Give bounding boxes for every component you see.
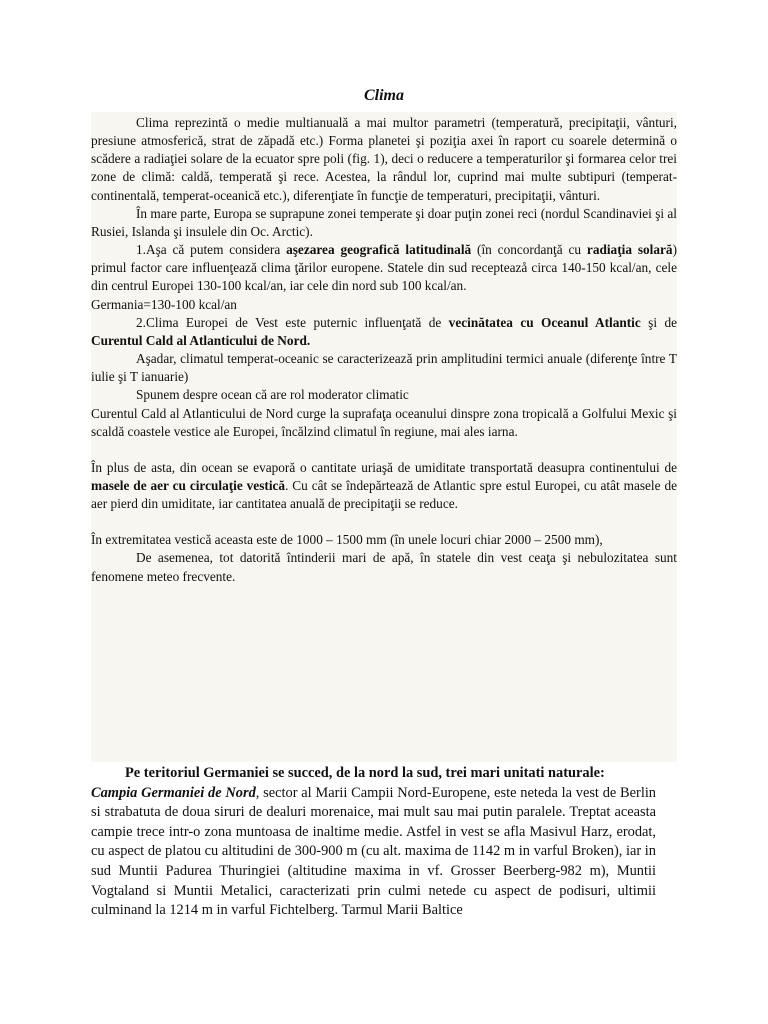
paragraph-atlantic-influence (91, 314, 677, 350)
paragraph-germany-radiation: Germania=130-100 kcal/an (91, 296, 237, 312)
paragraph-precipitation: În extremitatea vestică aceasta este de 1000 – 1500 mm (în unele locuri chiar 2000 – 2500 mm), (91, 532, 603, 548)
bold-term-warm-current: Curentul Cald al Atlanticului de Nord. (91, 332, 311, 348)
bold-term-solar-radiation: radiaţia solară (586, 242, 673, 258)
paragraph-oceanic-climate: Aşadar, climatul temperat-oceanic se caracterizează prin amplitudini termici anuale (diferenţe între T iulie şi T ianuarie) (91, 351, 677, 385)
bold-term-atlantic: vecinătatea cu Oceanul Atlantic (448, 314, 641, 330)
spacer (91, 441, 677, 459)
text-span: 1.Aşa că putem considera (136, 242, 287, 258)
text-span: (în concordanţă cu (471, 242, 587, 258)
bold-term-latitudinal: aşezarea geografică latitudinală (286, 242, 472, 258)
paragraph-fog: De asemenea, tot datorită întinderii mari de apă, în statele din vest ceaţa şi nebulozitatea sunt fenomene meteo frecvente. (91, 550, 677, 584)
paragraph-europe-temperate: În mare parte, Europa se suprapune zonei temperate şi doar puţin zonei reci (nordul Scandinaviei şi al Rusiei, Islanda şi insulele din Oc. Arctic). (91, 205, 677, 239)
paragraph-warm-current: Curentul Cald al Atlanticului de Nord curge la suprafaţa oceanului dinspre zona tropicală a Golfului Mexic şi scaldă coastele vestice ale Europei, încălzind climatul în regiune, mai ales iarna. (91, 405, 677, 439)
bold-term-air-masses: masele de aer cu circulaţie vestică (91, 477, 286, 493)
spacer (91, 513, 677, 531)
text-span: În plus de asta, din ocean se evaporă o cantitate uriaşă de umiditate transportată deasupra continentului de (91, 459, 677, 475)
climate-text-block (91, 114, 677, 586)
heading-text: Pe teritoriul Germaniei se succed, de la nord la sud, trei mari unitati naturale: (125, 765, 605, 781)
text-span: , sector al Marii Campii Nord-Europene, este neteda la vest de Berlin si strabatuta de doua siruri de dealuri morenaice, mai mult sau mai putin paralele. Treptat aceasta campie trece intr-o zona muntoasa de inaltime medie. Astfel in vest se afla Masivul Harz, erodat, cu aspect de platou cu altitudini de 300-900 m (cu alt. maxima de 1142 m in varful Broken), iar in sud Muntii Padurea Thuringiei (altitudine maxima in vf. Grosser Beerberg-982 m), Muntii Vogtaland si Muntii Metalici, caracterizati prin culmi netede cu aspect de podisuri, ultimii culminand la 1214 m in varful Fichtelberg. Tarmul Marii Baltice (91, 784, 657, 919)
paragraph-evaporation (91, 459, 677, 513)
text-span: . Cu cât se îndepărtează de Atlantic spre estul Europei, cu atât masele de aer pierd din umiditate, iar cantitatea anuală de precipitaţii se reduce. (91, 477, 677, 512)
subheading-north-plain: Campia Germaniei de Nord (91, 784, 256, 801)
germany-text-block (91, 764, 656, 921)
paragraph-north-plain (91, 784, 656, 921)
paragraph-climate-definition: Clima reprezintă o medie multianuală a mai multor parametri (temperatură, precipitaţii, vânturi, presiune atmosferică, strat de zăpadă etc.) Forma planetei şi poziţia axei în raport cu soarele determină o scădere a radiaţiei solare de la ecuator spre poli (fig. 1), deci o reducere a temperaturilor şi formarea celor trei zone de climă: caldă, temperată şi rece. Acestea, la rândul lor, cuprind mai multe subtipuri (temperat-continentală, temperat-oceanică etc.), diferenţiate în funcţie de temperaturi, precipitaţii, vânturi. (91, 115, 677, 203)
text-span: şi de (640, 314, 677, 330)
paragraph-latitude-factor (91, 241, 677, 295)
paragraph-ocean-moderator: Spunem despre ocean că are rol moderator climatic (136, 387, 409, 403)
page-title: Clima (363, 87, 404, 104)
section-heading (91, 764, 656, 784)
text-span: 2.Clima Europei de Vest este puternic influenţată de (136, 314, 449, 330)
text-span: ) primul factor care influenţează clima ţărilor europene. Statele din sud recepteazå circa 140-150 kcal/an, cele din centrul Europei 130-100 kcal/an, iar cele din nord sub 100 kcal/an. (91, 242, 677, 294)
